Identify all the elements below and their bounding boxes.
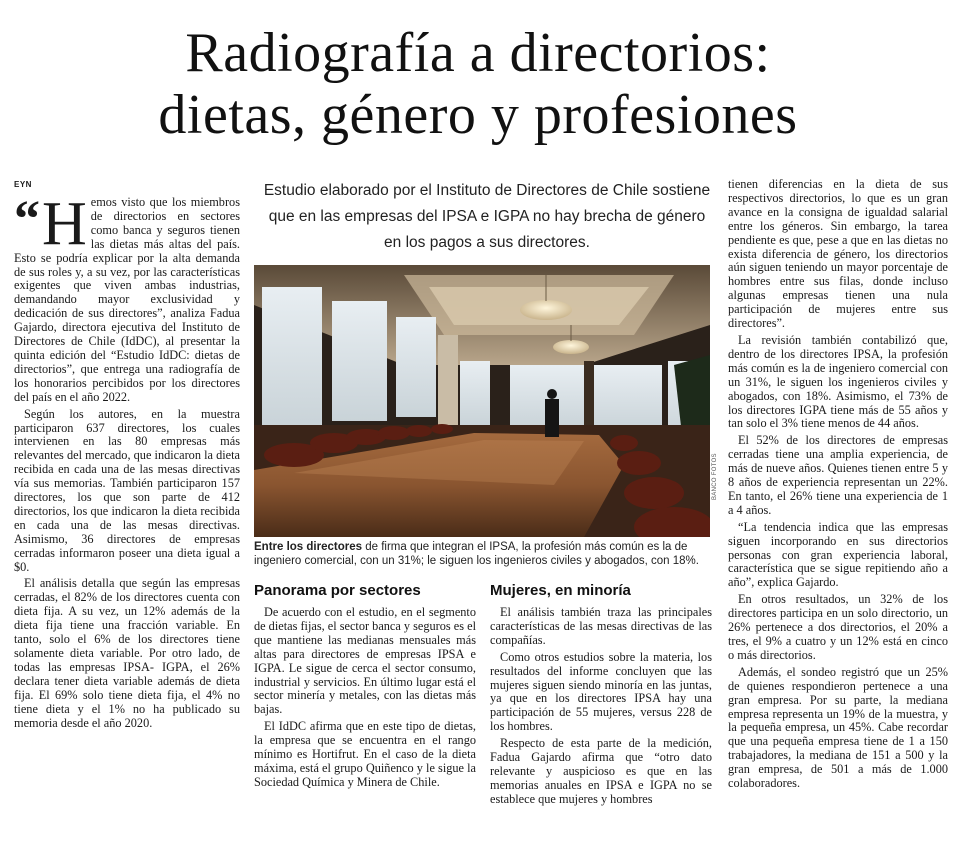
photo-credit: BANCO FOTOS bbox=[712, 453, 718, 500]
caption-lead: Entre los directores bbox=[254, 541, 363, 553]
col1-paragraph: Según los autores, en la muestra participaron 637 directores, los cuales intervienen en las 80 empresas más relevantes del mercado, que indicaron la dieta recibida en cada una de las mesas directivas vía sus memorias. También participaron 157 directores, los que son parte de 412 directorios, los que indicaron la dieta recibida en cada una de las mesas directivas. Asimismo, 36 directores de empresas cerradas informaron poseer una dieta igual a $0. bbox=[14, 406, 240, 574]
section-heading-mujeres: Mujeres, en minoría bbox=[490, 582, 631, 599]
col3-paragraph: Respecto de esta parte de la medición, Fadua Gajardo afirma que “otro dato relevante y auspicioso es que en las memorias anuales en IPSA e IGPA no se establece que mujeres y hombres bbox=[490, 736, 712, 806]
headline bbox=[0, 22, 956, 146]
article-column-3 bbox=[490, 606, 712, 810]
headline-line-2: dietas, género y profesiones bbox=[158, 84, 798, 146]
col2-paragraph: De acuerdo con el estudio, en el segmento de dietas fijas, el sector banca y seguros es el que mantiene las medianas mensuales más altas para directores de empresas IPSA e IGPA. Le sigue de cerca el sector consumo, industrial y servicios. En último lugar está el sector minería y metales, con las dietas más bajas. bbox=[254, 605, 476, 717]
col4-paragraph: La revisión también contabilizó que, dentro de los directores IPSA, la profesión más común es la de ingeniero comercial con un 31%, le siguen los ingenieros civiles y abogados, con 18%. Asimismo, el 73% de los directores IGPA tiene más de 55 años y tan solo el 3% tiene menos de 44 años. bbox=[728, 332, 948, 431]
article-column-4 bbox=[728, 178, 948, 794]
col4-paragraph: tienen diferencias en la dieta de sus respectivos directorios, lo que es un gran avance en la consigna de igualdad salarial entre los géneros. Sin embargo, la tarea pendiente es que, pese a que en las dietas no exista diferencia de género, los directorios aún siguen teniendo un mayor porcentaje de hombres entre sus filas, donde incluso algunas empresas tienen una nula participación de mujeres entre sus directores”. bbox=[728, 177, 948, 331]
col4-paragraph: Además, el sondeo registró que un 25% de quienes respondieron pertenece a una gran empresa. Por su parte, la mediana empresa representa un 19% de la muestra, y la pequeña empresa, un 45%. Cabe recordar que una pequeña empresa tiene de 1 a 150 trabajadores, la mediana de 151 a 500 y la gran empresa, de 501 a más de 1.000 colaboradores. bbox=[728, 664, 948, 791]
col1-paragraph: emos visto que los miembros de directorios en sectores como banca y seguros tienen las dietas más altas del país. Esto se podría explicar por la alta demanda de sus roles y, a su vez, por las características exigentes que viven ambas industrias, demandando mayor exclusividad y dedicación de sus directores”, analiza Fadua Gajardo, directora ejecutiva del Instituto de Directores de Chile (IdDC), al presentar la quinta edición del “Estudio IdDC: dietas de directorios”, que entrega una radiografía de los honorarios percibidos por los directores del país en el año 2022. bbox=[14, 195, 240, 404]
opening-quote-mark: “ bbox=[14, 191, 40, 248]
col4-paragraph: En otros resultados, un 32% de los directores participa en un solo directorio, un 26% pertenece a dos directorios, el 20% a tres, el 9% a cuatro y un 12% está en cinco o más directorios. bbox=[728, 592, 948, 662]
col2-paragraph: El IdDC afirma que en este tipo de dietas, la empresa que se encuentra en el rango mínimo es Hortifrut. En el caso de la dieta máxima, está el grupo Quiñenco y le sigue la Sociedad Química y Minera de Chile. bbox=[254, 719, 476, 789]
article-column-1 bbox=[14, 190, 240, 733]
drop-cap: H bbox=[42, 190, 87, 258]
col1-paragraph: El análisis detalla que según las empresas cerradas, el 82% de los directores cuenta con dieta fija. A su vez, un 12% además de la dieta fija tiene una fracción variable. En tanto, solo el 6% de los directores tiene solamente dieta variable. Por otro lado, de todas las empresas IPSA- IGPA, el 26% declara tener dieta variable además de dieta fija. El 69% solo tiene dieta fija, el 4% no tiene dieta y el 1% no ha publicado su memoria desde el año 2020. bbox=[14, 576, 240, 730]
col3-paragraph: Como otros estudios sobre la materia, los resultados del informe concluyen que las mujeres siguen siendo minoría en las juntas, ya que en los directores IPSA hay una participación de 55 mujeres, versus 228 de los hombres. bbox=[490, 649, 712, 734]
lead-summary: Estudio elaborado por el Instituto de Directores de Chile sostiene que en las empresas del IPSA e IGPA no hay brecha de género en los pagos a sus directores. bbox=[263, 182, 711, 251]
caption-text: de firma que integran el IPSA, la profesión más común es la de ingeniero comercial, con un 31%; le siguen los ingenieros civiles y abogados, con 18%. bbox=[254, 541, 699, 567]
col4-paragraph: El 52% de los directores de empresas cerradas tiene una amplia experiencia, de más de nueve años. Quienes tienen entre 5 y 8 años de experiencia representan un 22%. En tanto, el 26% tiene una experiencia de 1 a 4 años. bbox=[728, 433, 948, 517]
article-column-2 bbox=[254, 606, 476, 793]
boardroom-photo bbox=[254, 265, 710, 537]
section-heading-sectores: Panorama por sectores bbox=[254, 582, 421, 599]
col3-paragraph: El análisis también traza las principales características de las mesas directivas de las compañías. bbox=[490, 605, 712, 647]
col4-paragraph: “La tendencia indica que las empresas siguen incorporando en sus directorios personas con gran experiencia laboral, característica que se sigue repitiendo año a año”, explica Gajardo. bbox=[728, 519, 948, 590]
byline: EYN bbox=[14, 180, 32, 189]
photo-caption bbox=[254, 540, 710, 568]
headline-line-1: Radiografía a directorios: bbox=[185, 22, 771, 84]
